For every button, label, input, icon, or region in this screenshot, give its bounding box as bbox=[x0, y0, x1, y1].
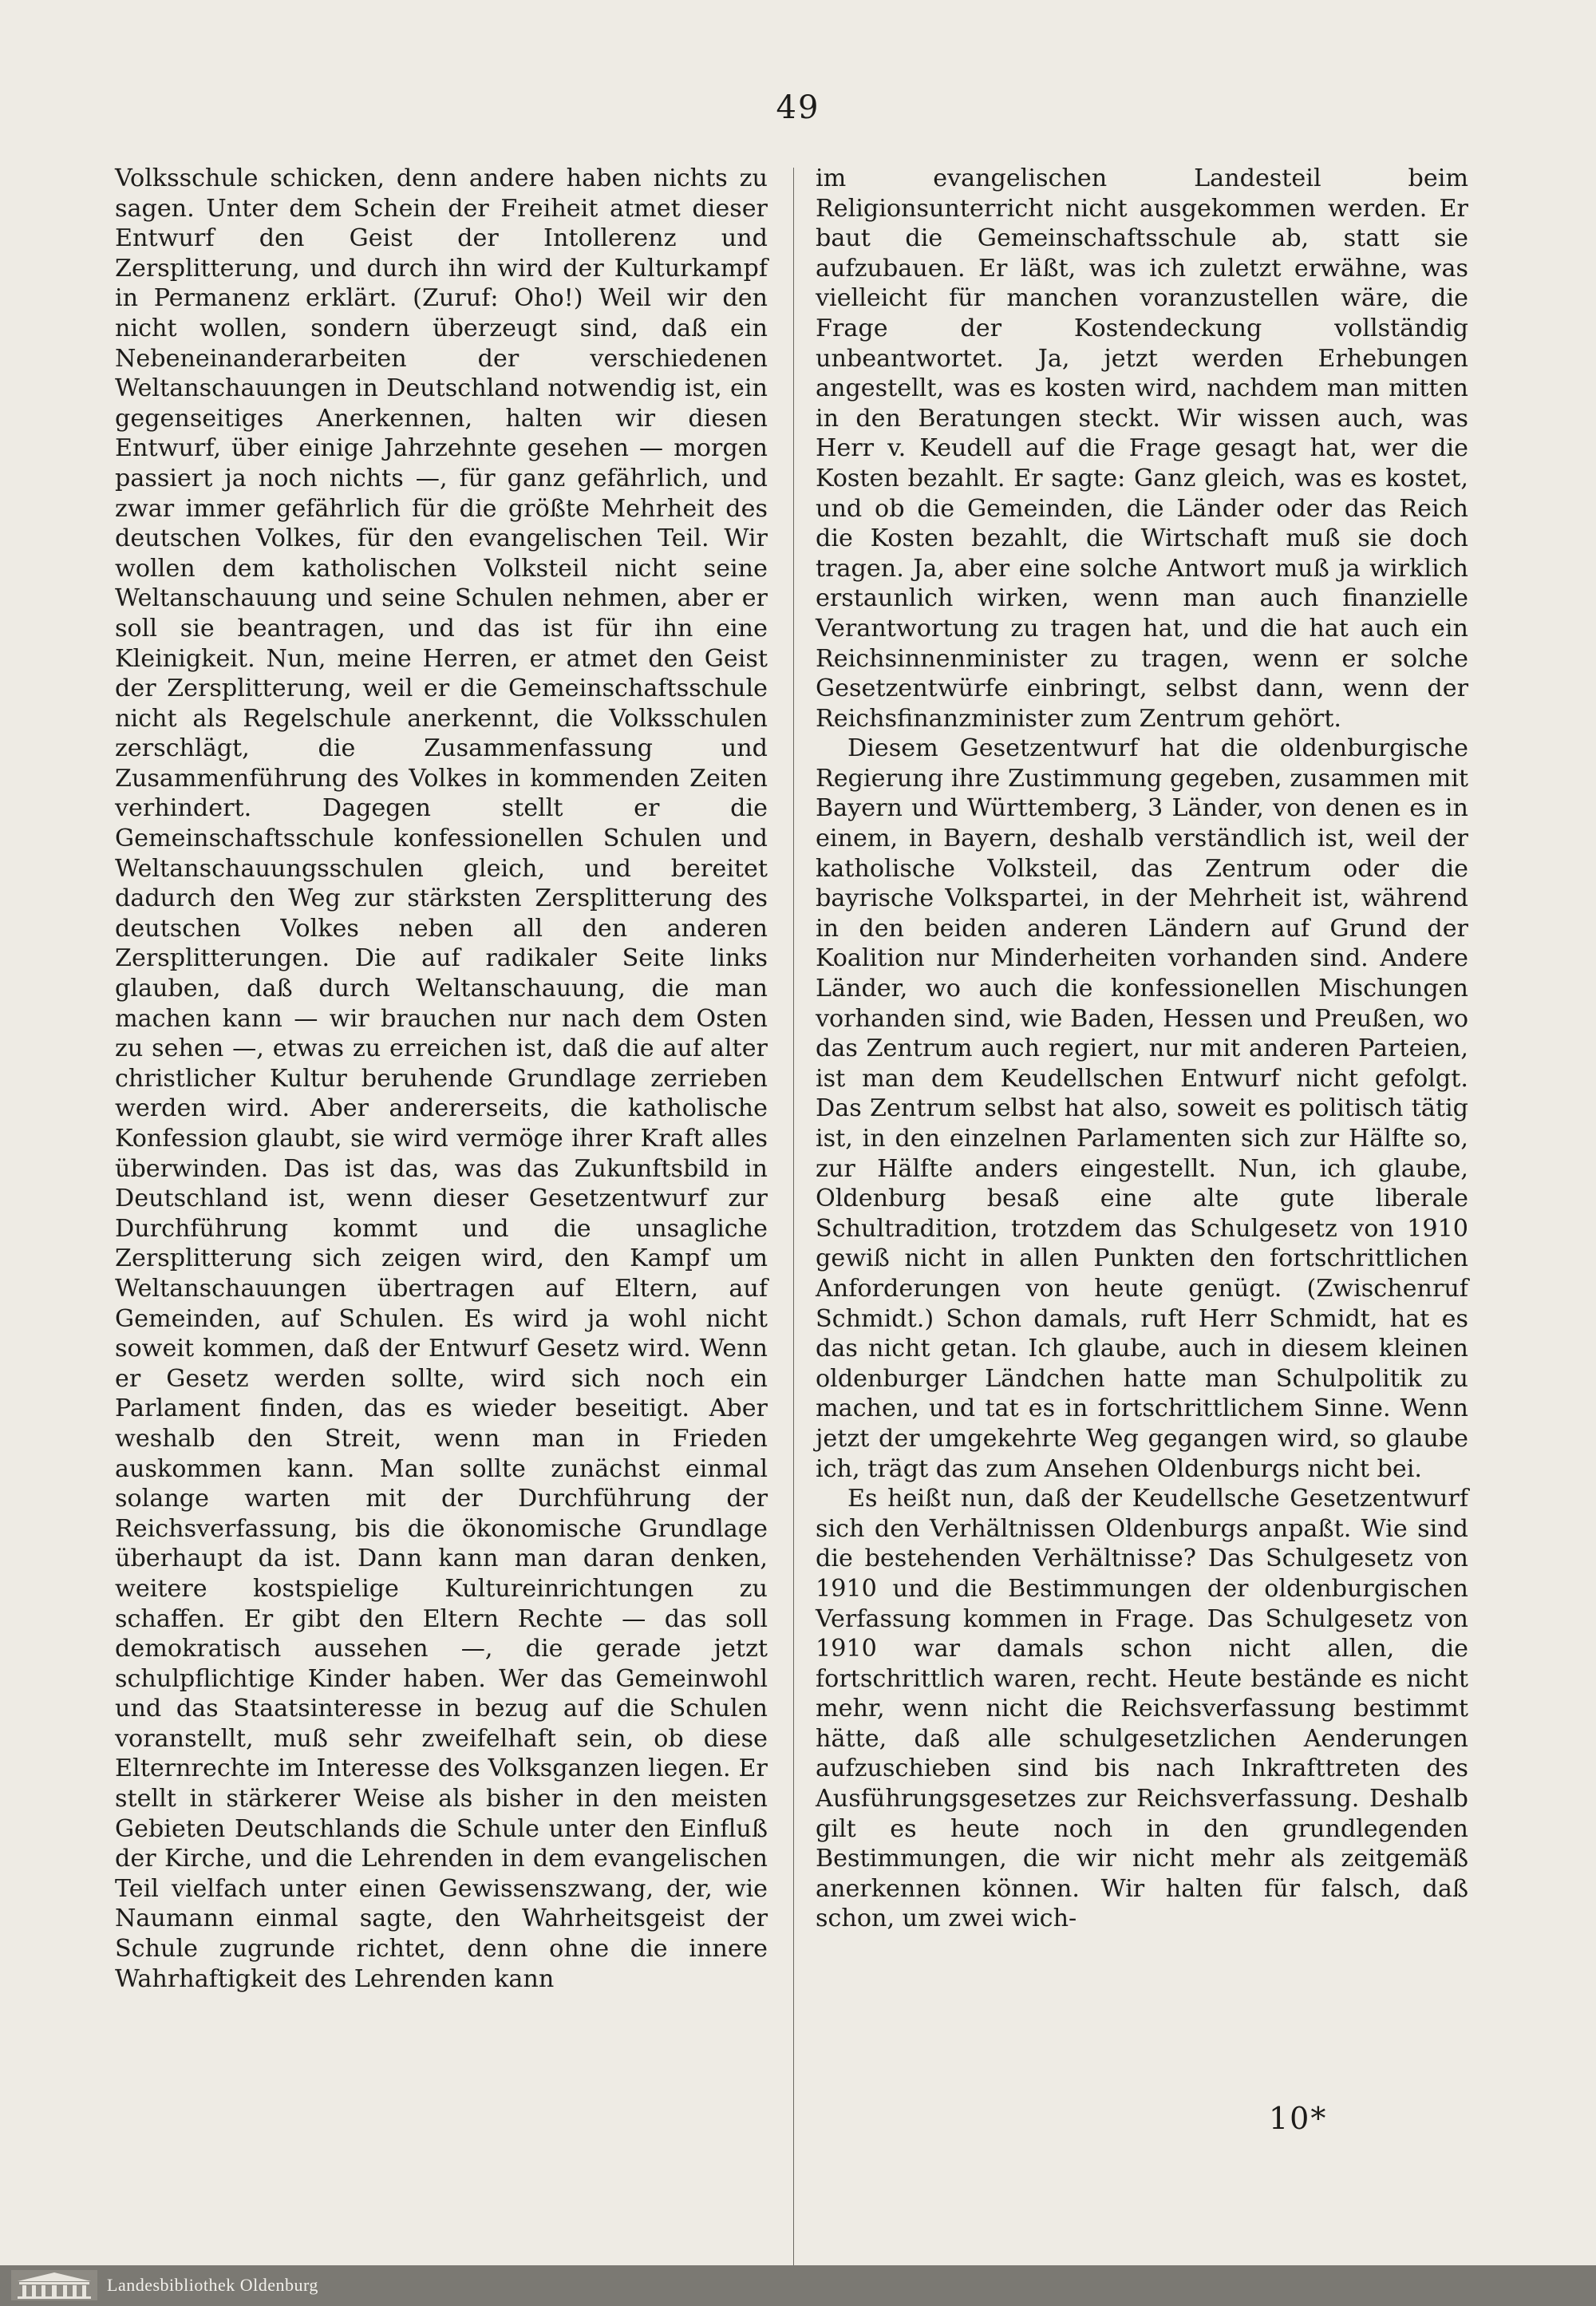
library-name: Landesbibliothek Oldenburg bbox=[107, 2275, 318, 2295]
paragraph: Diesem Gesetzentwurf hat die oldenburgische Regierung ihre Zustimmung gegeben, zusammen mit Bayern und Württemberg, 3 Länder, von denen es in einem, in Bayern, deshalb verständlich ist, weil der katholische Volksteil, das Zentrum oder die bayrische Volkspartei, in der Mehrheit ist, während in den beiden anderen Ländern auf Grund der Koalition nur Minderheiten vorhanden sind. Andere Länder, wo auch die konfessionellen Mischungen vorhanden sind, wie Baden, Hessen und Preußen, wo das Zentrum auch regiert, nur mit anderen Parteien, ist man dem Keudellschen Entwurf nicht gefolgt. Das Zentrum selbst hat also, soweit es politisch tätig ist, in den einzelnen Parlamenten sich zur Hälfte so, zur Hälfte anders eingestellt. Nun, ich glaube, Oldenburg besaß eine alte gute liberale Schultradition, trotzdem das Schulgesetz von 1910 gewiß nicht in allen Punkten den fortschrittlichen Anforderungen von heute genügt. (Zwischenruf Schmidt.) Schon damals, ruft Herr Schmidt, hat es das nicht getan. Ich glaube, auch in diesem kleinen oldenburger Ländchen hatte man Schulpolitik zu machen, und tat es in fortschrittlichem Sinne. Wenn jetzt der umgekehrte Weg gegangen wird, so glaube ich, trägt das zum Ansehen Oldenburgs nicht bei. bbox=[816, 734, 1468, 1483]
left-text-column bbox=[115, 164, 768, 1994]
column-divider bbox=[793, 168, 794, 2306]
paragraph: Volksschule schicken, denn andere haben nichts zu sagen. Unter dem Schein der Freiheit atmet dieser Entwurf den Geist der Intollerenz und Zersplitterung, und durch ihn wird der Kulturkampf in Permanenz erklärt. (Zuruf: Oho!) Weil wir den nicht wollen, sondern überzeugt sind, daß ein Nebeneinanderarbeiten der verschiedenen Weltanschauungen in Deutschland notwendig ist, ein gegenseitiges Anerkennen, halten wir diesen Entwurf, über einige Jahrzehnte gesehen — morgen passiert ja noch nichts —, für ganz gefährlich, und zwar immer gefährlich für die größte Mehrheit des deutschen Volkes, für den evangelischen Teil. Wir wollen dem katholischen Volksteil nicht seine Weltanschauung und seine Schulen nehmen, aber er soll sie beantragen, und das ist für ihn eine Kleinigkeit. Nun, meine Herren, er atmet den Geist der Zersplitterung, weil er die Gemeinschaftsschule nicht als Regelschule anerkennt, die Volksschulen zerschlägt, die Zusammenfassung und Zusammenführung des Volkes in kommenden Zeiten verhindert. Dagegen stellt er die Gemeinschaftsschule konfessionellen Schulen und Weltanschauungsschulen gleich, und bereitet dadurch den Weg zur stärksten Zersplitterung des deutschen Volkes neben all den anderen Zersplitterungen. Die auf radikaler Seite links glauben, daß durch Weltanschauung, die man machen kann — wir brauchen nur nach dem Osten zu sehen —, etwas zu erreichen ist, daß die auf alter christlicher Kultur beruhende Grundlage zerrieben werden wird. Aber andererseits, die katholische Konfession glaubt, sie wird vermöge ihrer Kraft alles überwinden. Das ist das, was das Zukunftsbild in Deutschland ist, wenn dieser Gesetzentwurf zur Durchführung kommt und die unsagliche Zersplitterung sich zeigen wird, den Kampf um Weltanschauungen übertragen auf Eltern, auf Gemeinden, auf Schulen. Es wird ja wohl nicht soweit kommen, daß der Entwurf Gesetz wird. Wenn er Gesetz werden sollte, wird sich noch ein Parlament finden, das es wieder beseitigt. Aber weshalb den Streit, wenn man in Frieden auskommen kann. Man sollte zunächst einmal solange warten mit der Durchführung der Reichsverfassung, bis die ökonomische Grundlage überhaupt da ist. Dann kann man daran denken, weitere kostspielige Kultureinrichtungen zu schaffen. Er gibt den Eltern Rechte — das soll demokratisch aussehen —, die gerade jetzt schulpflichtige Kinder haben. Wer das Gemeinwohl und das Staatsinteresse in bezug auf die Schulen voranstellt, muß sehr zweifelhaft sein, ob diese Elternrechte im Interesse des Volksganzen liegen. Er stellt in stärkerer Weise als bisher in den meisten Gebieten Deutschlands die Schule unter den Einfluß der Kirche, und die Lehrenden in dem evangelischen Teil vielfach unter einen Gewissenszwang, der, wie Naumann einmal sagte, den Wahrheitsgeist der Schule zugrunde richtet, denn ohne die innere Wahrhaftigkeit des Lehrenden kann bbox=[115, 164, 768, 1993]
printer-signature-mark: 10* bbox=[1269, 2101, 1328, 2136]
paragraph: Es heißt nun, daß der Keudellsche Gesetzentwurf sich den Verhältnissen Oldenburgs anpaßt. Wie sind die bestehenden Verhältnisse? Das Schulgesetz von 1910 und die Bestimmungen der oldenburgischen Verfassung kommen in Frage. Das Schulgesetz von 1910 war damals schon nicht allen, die fortschrittlich waren, recht. Heute bestände es nicht mehr, wenn nicht die Reichsverfassung bestimmt hätte, daß alle schulgesetzlichen Aenderungen aufzuschieben sind bis nach Inkrafttreten des Ausführungsgesetzes zur Reichsverfassung. Deshalb gilt es heute noch in den grundlegenden Bestimmungen, die wir nicht mehr als zeitgemäß anerkennen können. Wir halten für falsch, daß schon, um zwei wich- bbox=[816, 1485, 1468, 1933]
paragraph: im evangelischen Landesteil beim Religionsunterricht nicht ausgekommen werden. Er baut die Gemeinschaftsschule ab, statt sie aufzubauen. Er läßt, was ich zuletzt erwähne, was vielleicht für manchen voranzustellen wäre, die Frage der Kostendeckung vollständig unbeantwortet. Ja, jetzt werden Erhebungen angestellt, was es kosten wird, nachdem man mitten in den Beratungen steckt. Wir wissen auch, was Herr v. Keudell auf die Frage gesagt hat, wer die Kosten bezahlt. Er sagte: Ganz gleich, was es kostet, und ob die Gemeinden, die Länder oder das Reich die Kosten bezahlt, die Wirtschaft muß sie doch tragen. Ja, aber eine solche Antwort muß ja wirklich erstaunlich wirken, wenn man auch finanzielle Verantwortung zu tragen hat, und die hat auch ein Reichsinnenminister zu tragen, wenn er solche Gesetzentwürfe einbringt, selbst dann, wenn der Reichsfinanzminister zum Zentrum gehört. bbox=[816, 164, 1468, 733]
page-number: 49 bbox=[776, 89, 820, 126]
library-footer-bar bbox=[0, 2265, 1596, 2306]
library-building-icon bbox=[11, 2270, 97, 2300]
right-text-column bbox=[816, 164, 1468, 1934]
